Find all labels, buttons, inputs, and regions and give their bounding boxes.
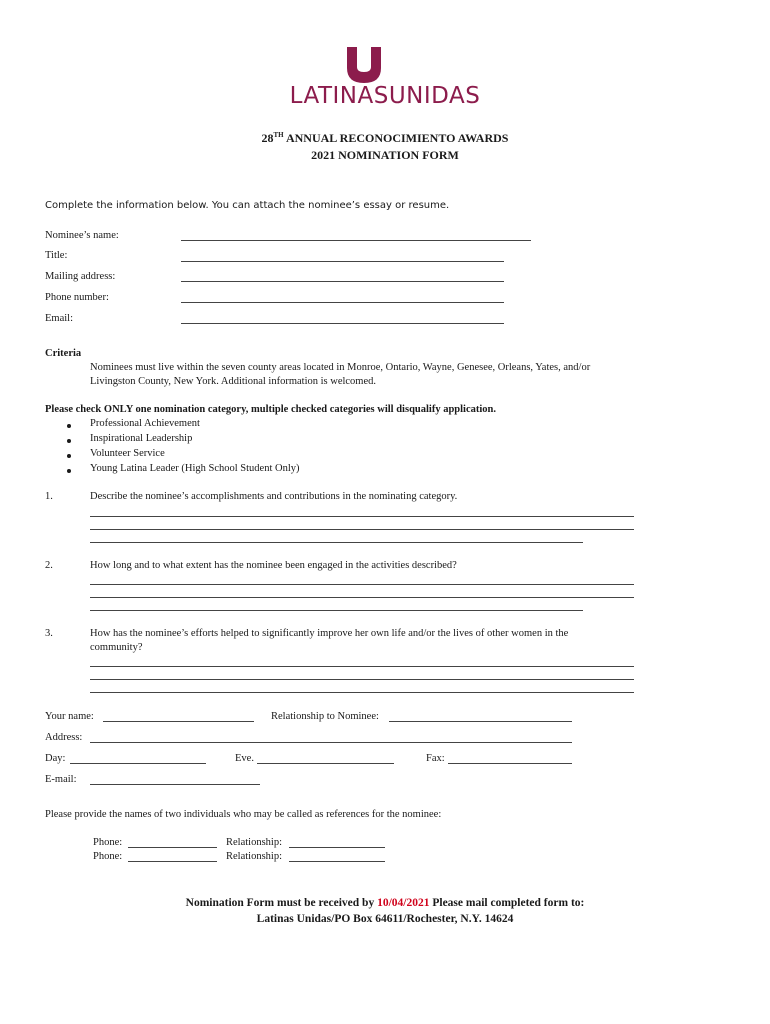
- phone-number-field[interactable]: [181, 302, 504, 303]
- relationship-field[interactable]: [389, 721, 572, 722]
- mailing-address-label: Mailing address:: [45, 271, 116, 282]
- mailing-address-text: Latinas Unidas/PO Box 64611/Rochester, N.Y. 14624: [256, 913, 514, 925]
- question-1-answer-line[interactable]: [90, 529, 634, 530]
- bullet-icon: [67, 424, 71, 428]
- submitter-email-label: E-mail:: [45, 774, 77, 785]
- your-name-label: Your name:: [45, 711, 94, 722]
- reference-2-relationship-field[interactable]: [289, 861, 385, 862]
- question-3-text-line2: community?: [90, 642, 143, 653]
- deadline-prefix: Nomination Form must be received by: [185, 897, 378, 909]
- mailing-address-field[interactable]: [181, 281, 504, 282]
- your-name-field[interactable]: [103, 721, 254, 722]
- deadline-date: 10/04/2021: [377, 897, 430, 909]
- form-title: [0, 131, 770, 146]
- latinas-unidas-logo-icon: [346, 47, 382, 83]
- question-1-text: Describe the nominee’s accomplishments and contributions in the nominating category.: [90, 491, 458, 502]
- reference-1-phone-field[interactable]: [128, 847, 217, 848]
- category-instruction: Please check ONLY one nomination category, multiple checked categories will disqualify application.: [45, 404, 497, 415]
- title-rest: ANNUAL RECONOCIMIENTO AWARDS: [283, 131, 509, 145]
- question-1-answer-line[interactable]: [90, 516, 634, 517]
- category-item[interactable]: Professional Achievement: [90, 418, 200, 429]
- title-field[interactable]: [181, 261, 504, 262]
- relationship-label: Relationship to Nominee:: [271, 711, 379, 722]
- submitter-email-field[interactable]: [90, 784, 260, 785]
- address-label: Address:: [45, 732, 83, 743]
- question-3-answer-line[interactable]: [90, 666, 634, 667]
- question-2-text: How long and to what extent has the nominee been engaged in the activities described?: [90, 560, 457, 571]
- title-label: Title:: [45, 250, 68, 261]
- title-sup: TH: [273, 131, 284, 139]
- references-instruction: Please provide the names of two individuals who may be called as references for the nominee:: [45, 809, 442, 820]
- logo-text-latinas: LATINAS: [289, 83, 389, 109]
- reference-2-relationship-label: Relationship:: [226, 851, 282, 862]
- question-2-answer-line[interactable]: [90, 584, 634, 585]
- criteria-heading: Criteria: [45, 348, 82, 359]
- question-2-answer-line[interactable]: [90, 597, 634, 598]
- question-3-text-line1: How has the nominee’s efforts helped to significantly improve her own life and/or the lives of other women in the: [90, 628, 569, 639]
- phone-number-label: Phone number:: [45, 292, 109, 303]
- title-number: 28: [261, 131, 274, 145]
- bullet-icon: [67, 469, 71, 473]
- bullet-icon: [67, 454, 71, 458]
- category-item[interactable]: Young Latina Leader (High School Student Only): [90, 463, 300, 474]
- email-label: Email:: [45, 313, 73, 324]
- criteria-text-line1: Nominees must live within the seven county areas located in Monroe, Ontario, Wayne, Genesee, Orleans, Yates, and/or: [90, 362, 591, 373]
- reference-1-relationship-label: Relationship:: [226, 837, 282, 848]
- question-2-answer-line[interactable]: [90, 610, 583, 611]
- eve-phone-field[interactable]: [257, 763, 394, 764]
- address-field[interactable]: [90, 742, 572, 743]
- question-1-number: 1.: [45, 491, 53, 502]
- fax-label: Fax:: [426, 753, 445, 764]
- nominee-name-label: Nominee’s name:: [45, 230, 119, 241]
- category-item[interactable]: Volunteer Service: [90, 448, 165, 459]
- nominee-name-field[interactable]: [181, 240, 531, 241]
- question-3-answer-line[interactable]: [90, 692, 634, 693]
- reference-2-phone-field[interactable]: [128, 861, 217, 862]
- question-3-number: 3.: [45, 628, 53, 639]
- question-1-answer-line[interactable]: [90, 542, 583, 543]
- deadline-suffix: Please mail completed form to:: [429, 897, 585, 909]
- reference-1-phone-label: Phone:: [93, 837, 123, 848]
- bullet-icon: [67, 439, 71, 443]
- submission-deadline-text: [0, 897, 770, 909]
- reference-1-relationship-field[interactable]: [289, 847, 385, 848]
- criteria-text-line2: Livingston County, New York. Additional information is welcomed.: [90, 376, 377, 387]
- logo-text-unidas: UNIDAS: [388, 83, 481, 109]
- category-item[interactable]: Inspirational Leadership: [90, 433, 193, 444]
- reference-2-phone-label: Phone:: [93, 851, 123, 862]
- logo-wordmark: [0, 83, 770, 109]
- question-2-number: 2.: [45, 560, 53, 571]
- fax-field[interactable]: [448, 763, 572, 764]
- intro-text: Complete the information below. You can attach the nominee’s essay or resume.: [45, 200, 450, 211]
- day-phone-label: Day:: [45, 753, 66, 764]
- form-subtitle: 2021 NOMINATION FORM: [311, 148, 459, 162]
- eve-phone-label: Eve.: [235, 753, 254, 764]
- email-field[interactable]: [181, 323, 504, 324]
- day-phone-field[interactable]: [70, 763, 206, 764]
- question-3-answer-line[interactable]: [90, 679, 634, 680]
